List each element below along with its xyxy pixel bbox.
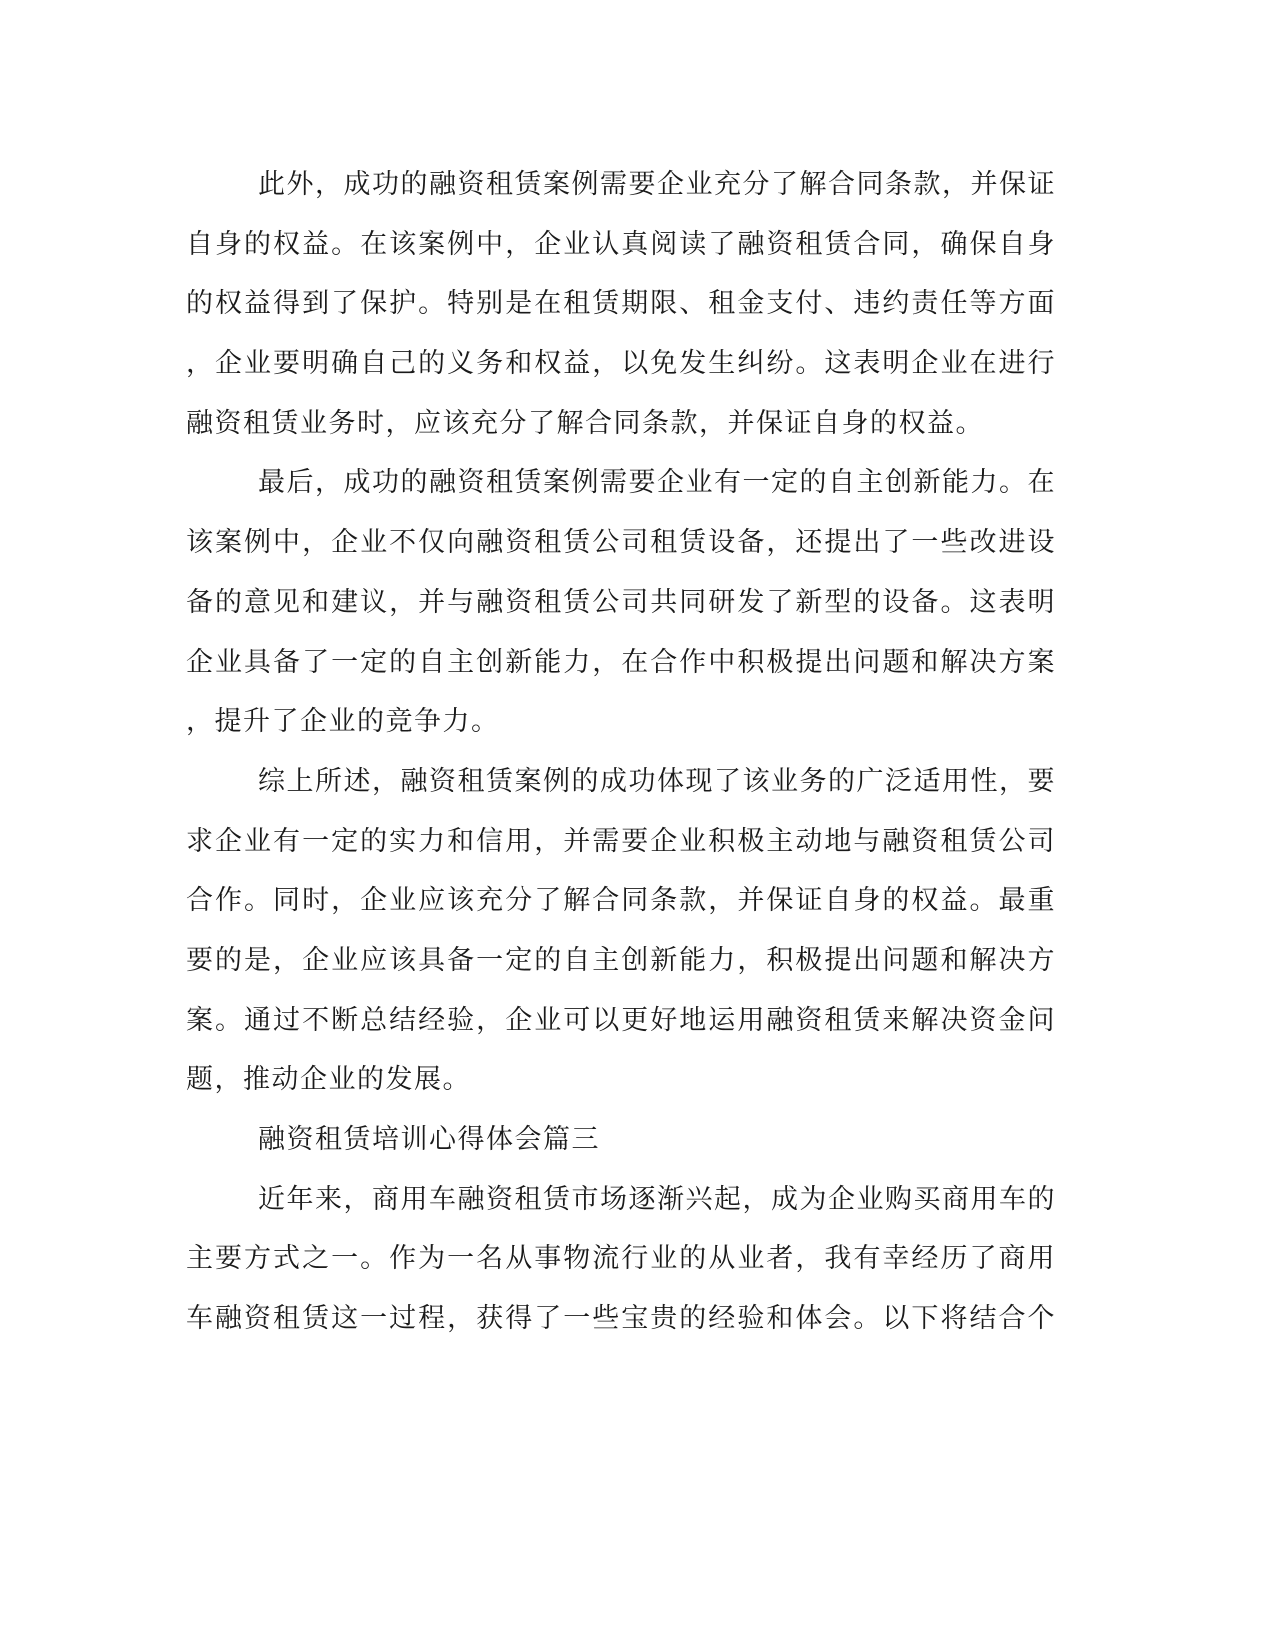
document-body: [186, 155, 1056, 1349]
paragraph-1-line-5: 融资租赁业务时，应该充分了解合同条款，并保证自身的权益。: [186, 407, 984, 439]
paragraph-2-line-1: 最后，成功的融资租赁案例需要企业有一定的自主创新能力。在: [258, 467, 1056, 499]
paragraph-3-line-3: 合作。同时，企业应该充分了解合同条款，并保证自身的权益。最重: [186, 885, 1056, 917]
paragraph-2-line-5: ，提升了企业的竞争力。: [186, 706, 500, 738]
paragraph-2-line-4: 企业具备了一定的自主创新能力，在合作中积极提出问题和解决方案: [186, 646, 1056, 678]
paragraph-1-line-3: 的权益得到了保护。特别是在租赁期限、租金支付、违约责任等方面: [186, 288, 1056, 320]
paragraph-1-line-4: ，企业要明确自己的义务和权益，以免发生纠纷。这表明企业在进行: [186, 348, 1056, 380]
section-heading: 融资租赁培训心得体会篇三: [258, 1124, 600, 1155]
paragraph-1-line-1: 此外，成功的融资租赁案例需要企业充分了解合同条款，并保证: [258, 169, 1056, 200]
paragraph-3-line-6: 题，推动企业的发展。: [186, 1064, 471, 1096]
paragraph-2-line-2: 该案例中，企业不仅向融资租赁公司租赁设备，还提出了一些改进设: [186, 527, 1056, 559]
paragraph-4-line-2: 主要方式之一。作为一名从事物流行业的从业者，我有幸经历了商用: [186, 1243, 1056, 1275]
paragraph-3-line-4: 要的是，企业应该具备一定的自主创新能力，积极提出问题和解决方: [186, 944, 1056, 976]
paragraph-2-line-3: 备的意见和建议，并与融资租赁公司共同研发了新型的设备。这表明: [186, 586, 1056, 618]
paragraph-3-line-1: 综上所述，融资租赁案例的成功体现了该业务的广泛适用性，要: [258, 765, 1056, 797]
paragraph-4-line-3: 车融资租赁这一过程，获得了一些宝贵的经验和体会。以下将结合个: [186, 1303, 1056, 1335]
paragraph-1-line-2: 自身的权益。在该案例中，企业认真阅读了融资租赁合同，确保自身: [186, 228, 1056, 260]
paragraph-3-line-2: 求企业有一定的实力和信用，并需要企业积极主动地与融资租赁公司: [186, 825, 1056, 857]
paragraph-4-line-1: 近年来，商用车融资租赁市场逐渐兴起，成为企业购买商用车的: [258, 1183, 1056, 1215]
paragraph-3-line-5: 案。通过不断总结经验，企业可以更好地运用融资租赁来解决资金问: [186, 1004, 1056, 1036]
